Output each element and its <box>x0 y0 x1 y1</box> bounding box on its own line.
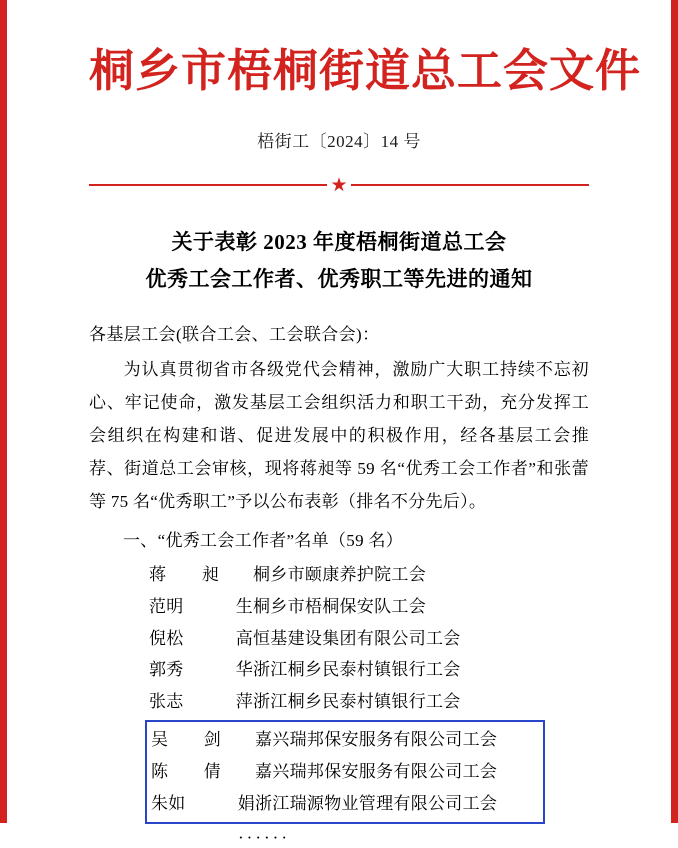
person-org: 恒基建设集团有限公司工会 <box>253 628 461 648</box>
person-org: 桐乡市颐康养护院工会 <box>253 565 426 585</box>
list-item <box>89 686 589 718</box>
person-name <box>149 559 253 591</box>
list-continuation-ellipsis: ······ <box>238 828 290 848</box>
person-surname: 倪松 <box>149 628 184 648</box>
document-number: 梧街工〔2024〕14 号 <box>257 132 421 152</box>
person-name <box>151 756 255 788</box>
list-item <box>147 788 543 820</box>
person-surname: 朱如 <box>151 793 186 813</box>
person-org: 嘉兴瑞邦保安服务有限公司工会 <box>255 762 498 782</box>
list-item <box>89 623 589 655</box>
body-text: 为认真贯彻省市各级党代会精神，激励广大职工持续不忘初心、牢记使命，激发基层工会组织活力和职工干劲，充分发挥工会组织在构建和谐、促进发展中的积极作用，经各基层工会推荐、街道总工会审核，现将蒋昶等 59 名“优秀工会工作者”和张蕾等 75 名“优秀职工”予以公布表彰（排名不分先后）。 <box>89 359 589 512</box>
list-item <box>147 756 543 788</box>
person-given: 倩 <box>203 762 221 782</box>
person-org: 浙江桐乡民泰村镇银行工会 <box>253 691 461 711</box>
person-given: 萍 <box>235 691 253 711</box>
list-item <box>89 591 589 623</box>
person-name <box>149 591 253 623</box>
person-surname: 张志 <box>149 691 184 711</box>
person-given: 华 <box>235 660 253 680</box>
red-left-border <box>0 0 7 823</box>
person-surname: 蒋 <box>149 565 167 585</box>
person-org: 浙江瑞源物业管理有限公司工会 <box>255 793 498 813</box>
list-item <box>147 724 543 756</box>
subject-line-1: 关于表彰 2023 年度梧桐街道总工会 <box>171 230 507 255</box>
document-body <box>7 0 671 848</box>
person-given: 娟 <box>237 793 255 813</box>
person-name <box>151 788 255 820</box>
person-org: 嘉兴瑞邦保安服务有限公司工会 <box>255 730 498 750</box>
person-surname: 郭秀 <box>149 660 184 680</box>
person-name <box>151 724 255 756</box>
section-heading: 一、“优秀工会工作者”名单（59 名） <box>123 531 404 551</box>
person-org: 桐乡市梧桐保安队工会 <box>253 597 426 617</box>
person-name <box>149 686 253 718</box>
red-right-border <box>671 0 678 823</box>
salutation: 各基层工会(联合工会、工会联合会)： <box>89 324 380 344</box>
person-given: 高 <box>235 628 253 648</box>
person-given: 剑 <box>203 730 221 750</box>
person-surname: 范明 <box>149 597 184 617</box>
person-surname: 吴 <box>151 730 169 750</box>
list-item <box>89 559 589 591</box>
document-title: 桐乡市梧桐街道总工会文件 <box>89 44 642 97</box>
body-paragraph <box>89 353 589 519</box>
person-surname: 陈 <box>151 762 169 782</box>
highlighted-name-box <box>145 720 545 824</box>
person-name <box>149 623 253 655</box>
subject-line-2: 优秀工会工作者、优秀职工等先进的通知 <box>145 266 533 291</box>
star-icon: ★ <box>327 175 351 199</box>
person-given: 昶 <box>201 565 219 585</box>
person-org: 浙江桐乡民泰村镇银行工会 <box>253 660 461 680</box>
subject-title <box>89 224 589 298</box>
list-item <box>89 654 589 686</box>
red-divider-rule <box>89 172 589 198</box>
name-list-unboxed <box>89 559 589 717</box>
person-name <box>149 654 253 686</box>
person-given: 生 <box>235 597 253 617</box>
